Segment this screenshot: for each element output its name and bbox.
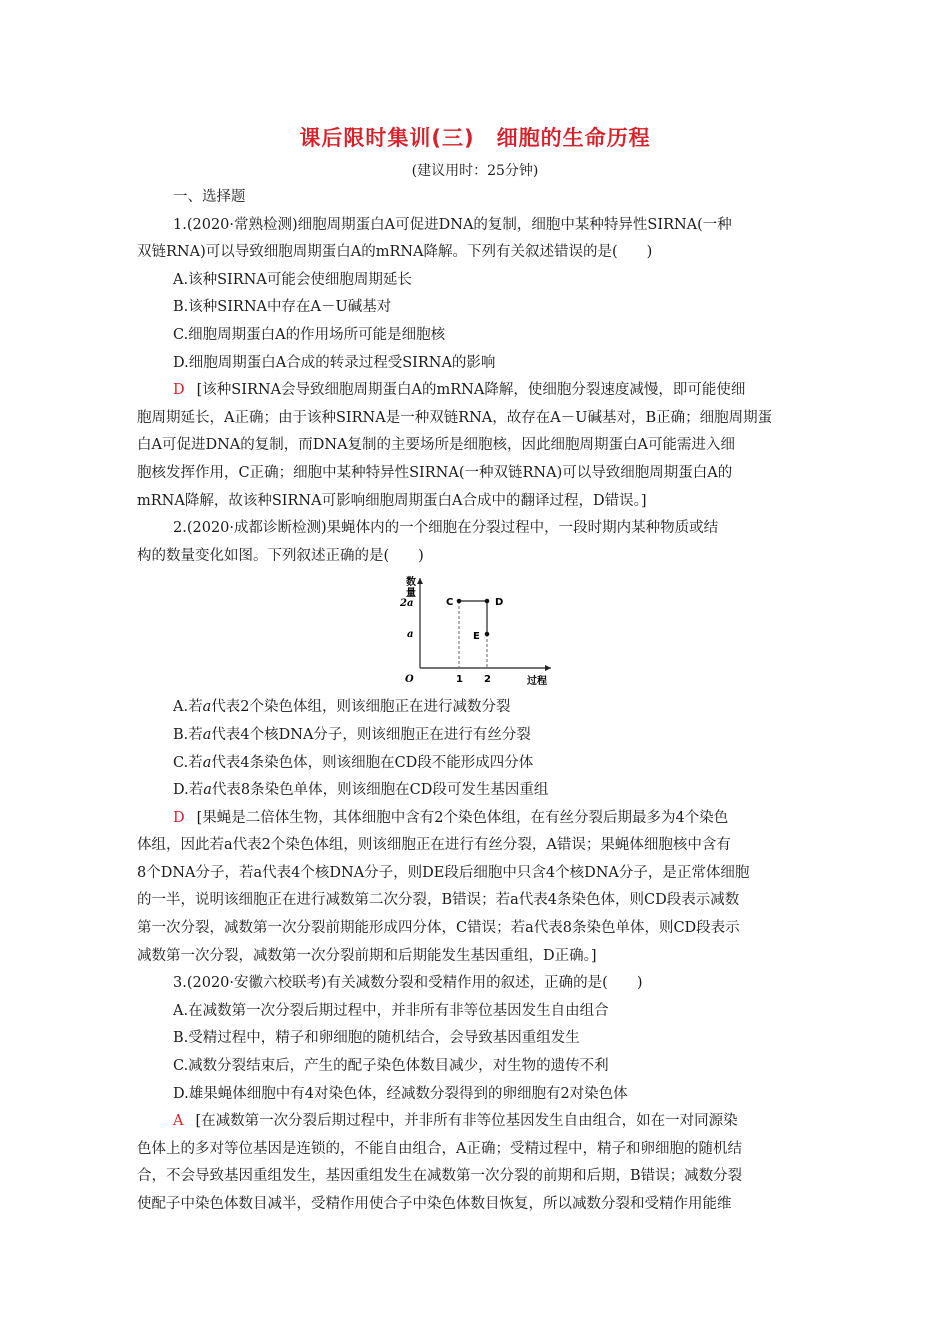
q1-option-c: C.细胞周期蛋白A的作用场所可能是细胞核 <box>173 326 446 343</box>
q2-stem-line1: 2.(2020·成都诊断检测)果蝇体内的一个细胞在分裂过程中，一段时期内某种物质或结 <box>173 520 719 537</box>
document-body <box>137 184 817 1219</box>
page-subtitle: (建议用时：25分钟) <box>411 163 539 179</box>
point-d <box>485 599 490 604</box>
section-heading: 一、选择题 <box>173 189 246 205</box>
y-tick-a: a <box>407 629 414 641</box>
q1-explanation-line2: 胞周期延长，A正确；由于该种SIRNA是一种双链RNA，故存在A－U碱基对，B正确；细胞周期蛋 <box>137 409 773 426</box>
q3-explanation-line4: 使配子中染色体数目减半，受精作用使合子中染色体数目恢复，所以减数分裂和受精作用能维 <box>137 1196 732 1212</box>
q1-option-b: B.该种SIRNA中存在A－U碱基对 <box>173 299 392 316</box>
label-d: D <box>495 597 504 609</box>
q1-option-d: D.细胞周期蛋白A合成的转录过程受SIRNA的影响 <box>173 354 496 371</box>
q1-stem-line1: 1.(2020·常熟检测)细胞周期蛋白A可促进DNA的复制，细胞中某种特异性SIRNA(一种 <box>173 216 732 233</box>
q2-stem-line2: 构的数量变化如图。下列叙述正确的是( ) <box>137 547 424 564</box>
q2-explanation-line1: D [果蝇是二倍体生物，其体细胞中含有2个染色体组，在有丝分裂后期最多为4个染色 <box>173 809 729 826</box>
q3-explanation-line1: A [在减数第一次分裂后期过程中，并非所有非等位基因发生自由组合，如在一对同源染 <box>173 1113 738 1130</box>
y-tick-2a: 2a <box>400 598 414 610</box>
q2-explanation-line5: 第一次分裂，减数第一次分裂前期能形成四分体，C错误；若a代表8条染色单体，则CD段表示 <box>137 920 740 937</box>
q2-option-d: D.若a代表8条染色单体，则该细胞在CD段可发生基因重组 <box>173 782 549 799</box>
q1-stem-line2: 双链RNA)可以导致细胞周期蛋白A的mRNA降解。下列有关叙述错误的是( ) <box>137 244 653 261</box>
q3-option-a: A.在减数第一次分裂后期过程中，并非所有非等位基因发生自由组合 <box>173 1002 609 1019</box>
y-axis-label-char1: 数 <box>406 577 416 589</box>
q1-explanation-line5: mRNA降解，故该种SIRNA可影响细胞周期蛋白A合成中的翻译过程，D错误。] <box>137 492 647 509</box>
x-axis-arrow <box>545 665 551 671</box>
x-axis-label: 过程 <box>527 676 547 688</box>
q3-option-b: B.受精过程中，精子和卵细胞的随机结合，会导致基因重组发生 <box>173 1030 580 1047</box>
q2-explanation-line6: 减数第一次分裂，减数第一次分裂前期和后期能发生基因重组，D正确。] <box>137 947 597 964</box>
page-title: 课后限时集训(三) 细胞的生命历程 <box>299 126 651 150</box>
y-axis-label-char2: 量 <box>406 588 416 600</box>
q1-explanation-line1: D [该种SIRNA会导致细胞周期蛋白A的mRNA降解，使细胞分裂速度减慢，即可能使细 <box>173 382 746 399</box>
point-c <box>457 599 462 604</box>
q3-stem-line1: 3.(2020·安徽六校联考)有关减数分裂和受精作用的叙述，正确的是( ) <box>173 975 643 992</box>
y-axis-arrow <box>417 578 423 584</box>
q2-graph <box>399 574 569 690</box>
q2-explanation-line4: 的一半，说明该细胞正在进行减数第二次分裂，B错误；若a代表4条染色体，则CD段表示减数 <box>137 892 740 909</box>
q1-explanation-line4: 胞核发挥作用，C正确；细胞中某种特异性SIRNA(一种双链RNA)可以导致细胞周期蛋白A的 <box>137 464 733 481</box>
q2-answer: D <box>173 809 185 826</box>
origin-label: O <box>405 674 414 686</box>
q2-explanation-line3: 8个DNA分子，若a代表4个核DNA分子，则DE段后细胞中只含4个核DNA分子，是正常体细胞 <box>137 864 750 881</box>
q3-option-d: D.雄果蝇体细胞中有4对染色体，经减数分裂得到的卵细胞有2对染色体 <box>173 1085 628 1102</box>
label-c: C <box>446 597 454 609</box>
point-e <box>485 632 490 637</box>
q3-option-c: C.减数分裂结束后，产生的配子染色体数目减少，对生物的遗传不利 <box>173 1058 609 1075</box>
q3-answer: A <box>173 1113 184 1130</box>
q3-explanation-line2: 色体上的多对等位基因是连锁的，不能自由组合，A正确；受精过程中，精子和卵细胞的随机结 <box>137 1140 742 1157</box>
q2-option-a: A.若a代表2个染色体组，则该细胞正在进行减数分裂 <box>173 699 511 716</box>
q2-option-b: B.若a代表4个核DNA分子，则该细胞正在进行有丝分裂 <box>173 726 531 743</box>
q1-answer: D <box>173 382 185 399</box>
q2-figure <box>137 574 817 692</box>
x-tick-2: 2 <box>484 674 491 686</box>
x-tick-1: 1 <box>456 674 463 686</box>
q3-explanation-line3: 合，不会导致基因重组发生，基因重组发生在减数第一次分裂的前期和后期，B错误；减数分裂 <box>137 1168 743 1185</box>
q1-option-a: A.该种SIRNA可能会使细胞周期延长 <box>173 271 412 288</box>
label-e: E <box>473 631 480 643</box>
q1-explanation-line3: 白A可促进DNA的复制，而DNA复制的主要场所是细胞核，因此细胞周期蛋白A可能需进入细 <box>137 437 736 454</box>
q2-explanation-line2: 体组，因此若a代表2个染色体组，则该细胞正在进行有丝分裂，A错误；果蝇体细胞核中含有 <box>137 837 731 854</box>
q2-option-c: C.若a代表4条染色体，则该细胞在CD段不能形成四分体 <box>173 754 534 771</box>
